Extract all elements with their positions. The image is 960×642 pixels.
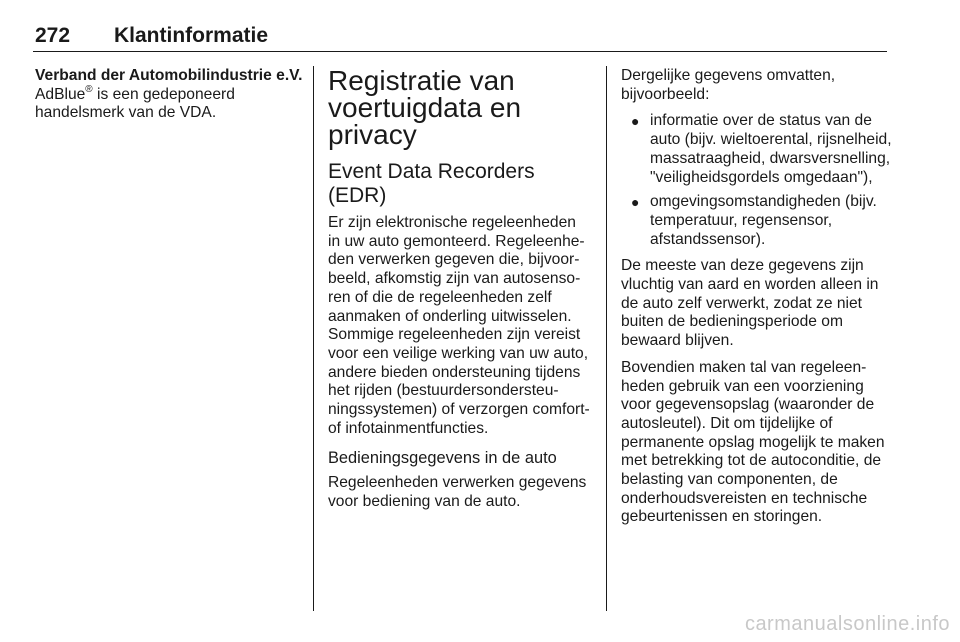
volatile-data-paragraph: De meeste van deze gegevens zijn vluchtig van aard en worden alleen in de auto zelf verwerkt, zodat ze niet buiten de bedieningsperiode om bewaard blijven. bbox=[621, 257, 879, 350]
column-1 bbox=[35, 67, 303, 131]
registered-mark: ® bbox=[85, 83, 93, 95]
data-bullet-list bbox=[621, 112, 893, 249]
list-item-text: informatie over de status van de auto (bijv. wieltoerental, rijsnelheid, massatraagheid, dwarsversnelling, "veiligheidsgordels omgedaan"), bbox=[650, 112, 892, 186]
list-item-text: omgevingsomstandigheden (bijv. temperatuur, regensensor, afstandssensor). bbox=[650, 193, 877, 248]
header-rule bbox=[33, 51, 887, 52]
column-divider-left bbox=[313, 66, 314, 611]
data-intro: Dergelijke gegevens omvatten, bijvoorbeeld: bbox=[621, 67, 836, 103]
list-item bbox=[621, 193, 893, 249]
bullet-icon: ● bbox=[631, 194, 640, 211]
column-divider-right bbox=[606, 66, 607, 611]
operating-data-paragraph: Regeleenheden verwerken gegevens voor bediening van de auto. bbox=[328, 474, 587, 511]
column-3 bbox=[621, 67, 893, 535]
column-2 bbox=[328, 67, 590, 520]
page-number: 272 bbox=[35, 24, 71, 47]
adblue-trademark-text: is een gedeponeerd handelsmerk van de VDA. bbox=[35, 85, 235, 122]
running-title: Klantinformatie bbox=[114, 24, 269, 47]
adblue-word: AdBlue bbox=[35, 85, 86, 103]
vda-statement bbox=[35, 67, 303, 123]
list-item bbox=[621, 112, 893, 187]
bullet-icon: ● bbox=[631, 113, 640, 130]
section-heading: Registratie van voertuigdata en privacy bbox=[328, 65, 522, 150]
subsection-heading-edr: Event Data Recorders (EDR) bbox=[328, 160, 535, 207]
storage-paragraph: Bovendien maken tal van regeleenheden gebruik van een voorziening voor gegevensopslag (waaronder de autosleutel). Dit om tijdelijke of permanente opslag mogelijk te maken met betrekking tot de autoconditie, de belasting van componenten, de onderhoudsvereisten en technische gebeurtenissen en storingen. bbox=[621, 358, 885, 526]
edr-paragraph: Er zijn elektronische regeleenheden in uw auto gemonteerd. Regeleenheden verwerken gegeven die, bijvoorbeeld, afkomstig zijn van autosensoren of die de regeleenheden zelf aanmaken of onderling uitwisselen. Sommige regeleenheden zijn vereist voor een veilige werking van uw auto, andere bieden ondersteuning tijdens het rijden (bestuurdersondersteuningssystemen) of verzorgen comfort- of infotainmentfuncties. bbox=[328, 214, 590, 437]
subsection-heading-operating-data: Bedieningsgegevens in de auto bbox=[328, 449, 557, 468]
watermark: carmanualsonline.info bbox=[744, 613, 950, 635]
vda-name: Verband der Automobilindustrie e.V. bbox=[35, 67, 303, 84]
